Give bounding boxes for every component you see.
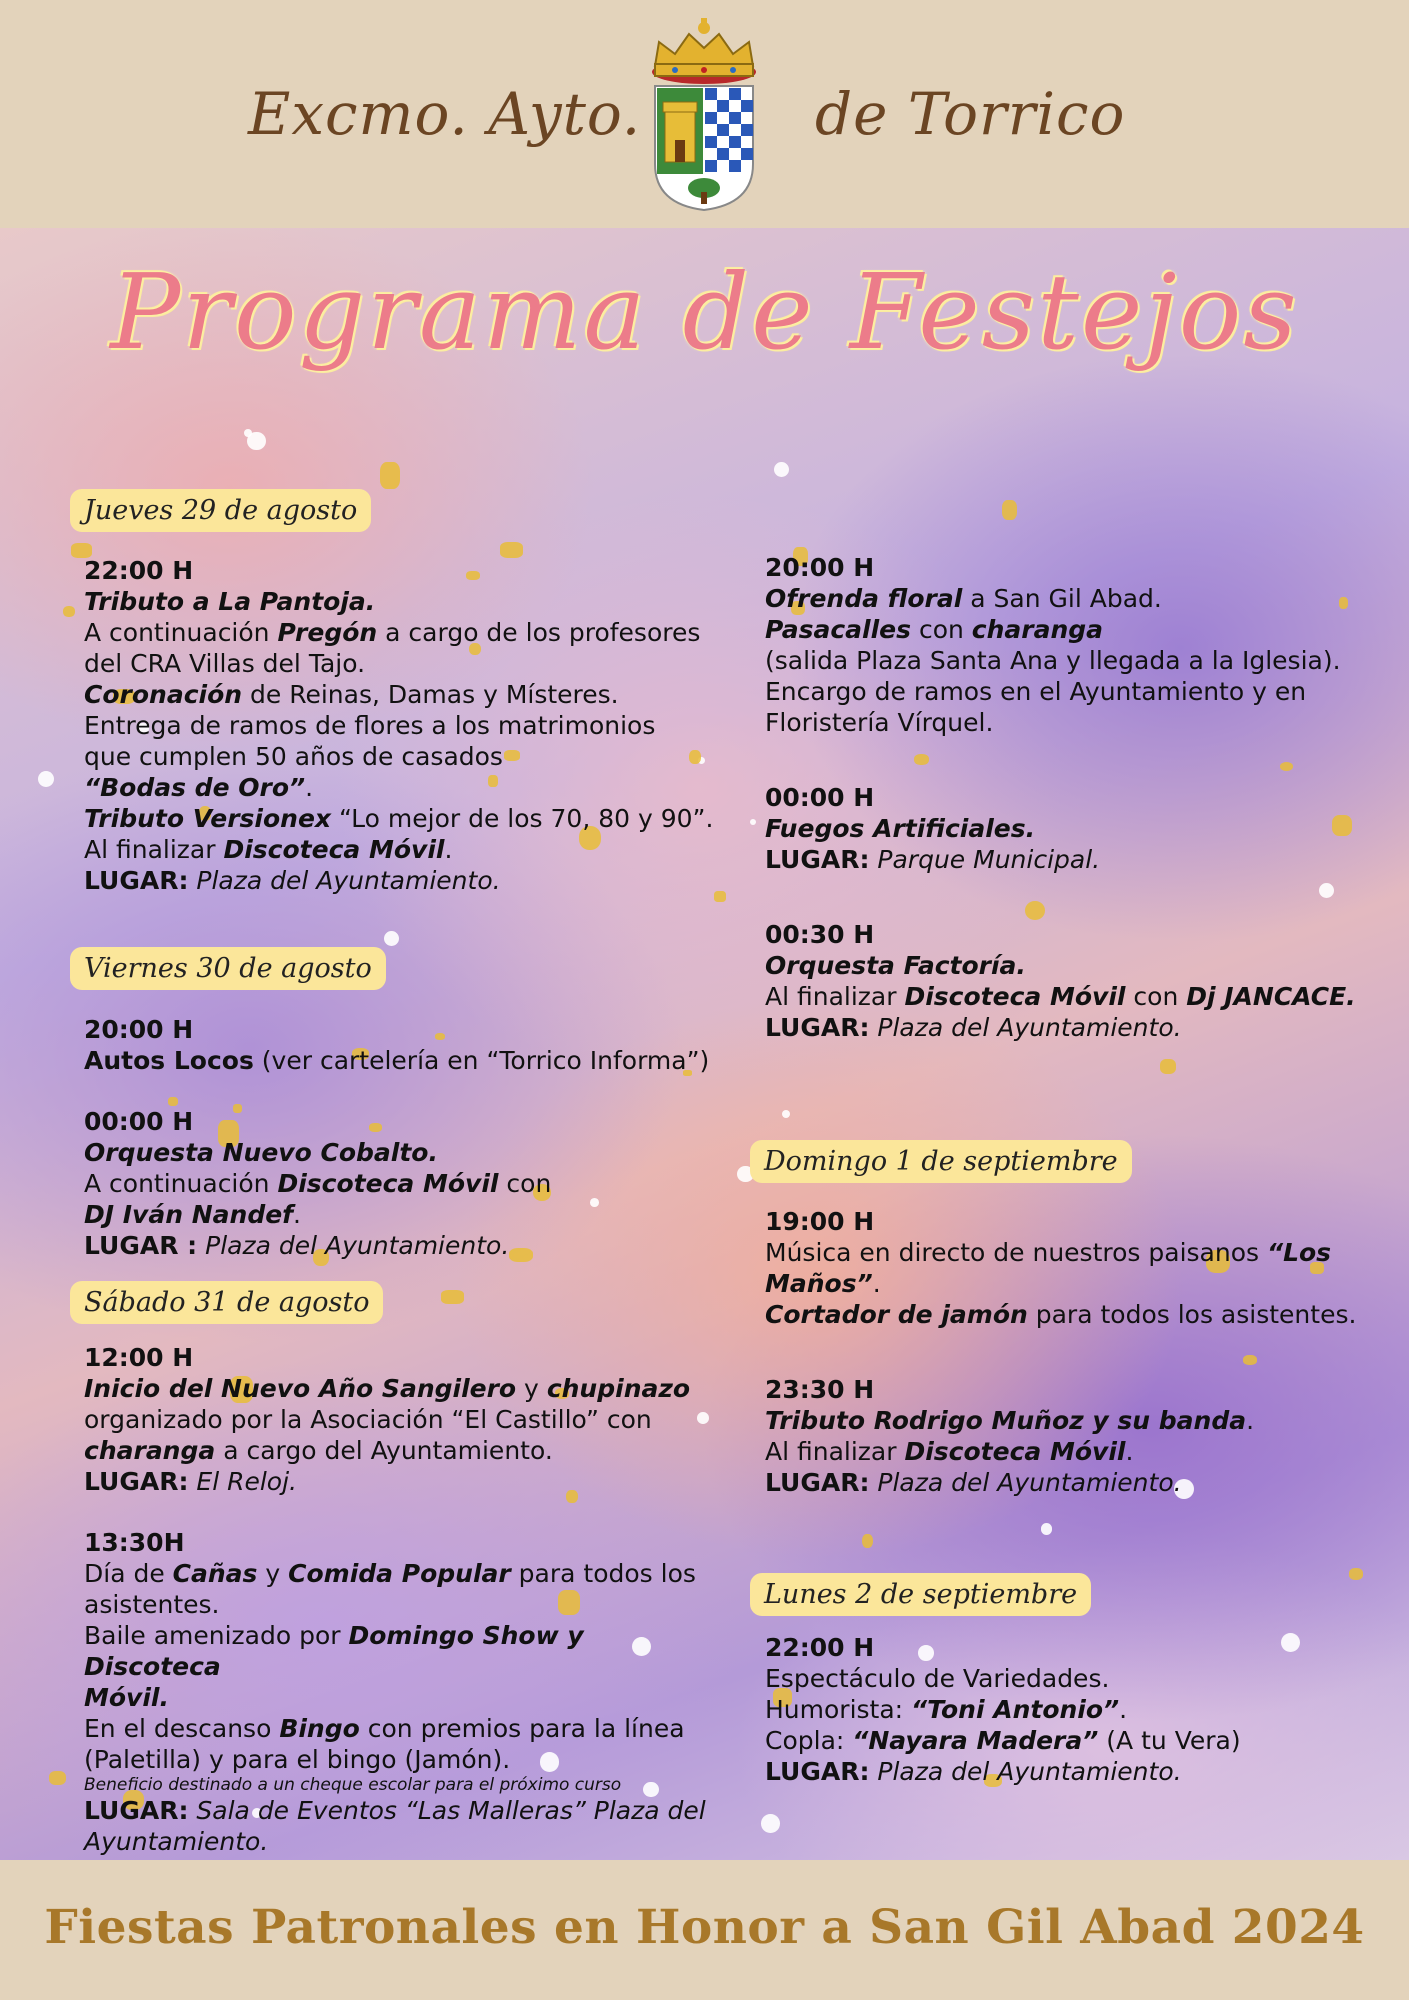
event-line: Copla: “Nayara Madera” (A tu Vera) (765, 1726, 1241, 1755)
day-badge-lunes: Lunes 2 de septiembre (750, 1573, 1091, 1616)
event-line: Música en directo de nuestros paisanos “Los (765, 1238, 1332, 1267)
event-time: 22:00 H (765, 1633, 875, 1662)
event-line: “Bodas de Oro”. (84, 773, 314, 802)
viernes-events (84, 1014, 714, 1261)
gold-speck (1349, 1568, 1363, 1580)
event-time: 00:30 H (765, 920, 875, 949)
event-time: 20:00 H (765, 553, 875, 582)
white-speck (774, 462, 789, 477)
event-line: Cortador de jamón para todos los asistentes. (765, 1300, 1357, 1329)
white-speck (247, 432, 265, 450)
sabado-events (84, 1342, 724, 1857)
gold-speck (380, 462, 401, 489)
event-line: Espectáculo de Variedades. (765, 1664, 1110, 1693)
event-line: Fuegos Artificiales. (765, 814, 1036, 843)
event-location: LUGAR: Parque Municipal. (765, 845, 1101, 874)
event-location: LUGAR: Plaza del Ayuntamiento. (765, 1757, 1182, 1786)
event-line: Autos Locos (ver cartelería en “Torrico Informa”) (84, 1046, 710, 1075)
event-location: LUGAR: Plaza del Ayuntamiento. (765, 1468, 1182, 1497)
gold-speck (441, 1290, 464, 1304)
event-line: A continuación Discoteca Móvil con (84, 1169, 552, 1198)
event-line: asistentes. (84, 1590, 220, 1619)
header (0, 0, 1409, 228)
event-line: organizado por la Asociación “El Castillo” con (84, 1405, 652, 1434)
event-line: (salida Plaza Santa Ana y llegada a la Iglesia). (765, 646, 1341, 675)
event-note: Beneficio destinado a un cheque escolar para el próximo curso (84, 1775, 622, 1795)
event-line: Inicio del Nuevo Año Sangilero y chupinazo (84, 1374, 691, 1403)
program-background (0, 228, 1409, 1860)
event-time: 00:00 H (765, 783, 875, 812)
header-right-text: de Torrico (815, 80, 1126, 148)
event-line: Tributo Versionex “Lo mejor de los 70, 80 y 90”. (84, 804, 714, 833)
event-line: del CRA Villas del Tajo. (84, 649, 366, 678)
day-badge-viernes: Viernes 30 de agosto (70, 947, 386, 990)
event-line: En el descanso Bingo con premios para la línea (84, 1714, 685, 1743)
event-location: LUGAR: Plaza del Ayuntamiento. (765, 1013, 1182, 1042)
event-line: Maños”. (765, 1269, 881, 1298)
event-location: LUGAR: Plaza del Ayuntamiento. (84, 866, 501, 895)
gold-speck (1160, 1059, 1176, 1074)
event-line: Ofrenda floral a San Gil Abad. (765, 584, 1162, 613)
event-line: Al finalizar Discoteca Móvil. (765, 1437, 1134, 1466)
event-line: Baile amenizado por Domingo Show y Discoteca (84, 1621, 584, 1681)
event-time: 19:00 H (765, 1207, 875, 1236)
event-line: Orquesta Factoría. (765, 951, 1026, 980)
event-location: LUGAR: El Reloj. (84, 1467, 297, 1496)
gold-speck (1002, 500, 1017, 520)
jueves-events (84, 555, 714, 896)
event-location: LUGAR: Sala de Eventos “Las Malleras” Plaza del (84, 1796, 706, 1825)
event-line: Al finalizar Discoteca Móvil con Dj JANCACE. (765, 982, 1356, 1011)
event-time: 22:00 H (84, 556, 194, 585)
event-line: Orquesta Nuevo Cobalto. (84, 1138, 438, 1167)
event-line: charanga a cargo del Ayuntamiento. (84, 1436, 553, 1465)
event-line: Tributo Rodrigo Muñoz y su banda. (765, 1406, 1255, 1435)
event-line: Pasacalles con charanga (765, 615, 1104, 644)
event-line: Entrega de ramos de flores a los matrimonios (84, 711, 656, 740)
page-title: Programa de Festejos (110, 251, 1299, 373)
sabado-evening-events (765, 552, 1395, 1043)
gold-speck (714, 891, 726, 902)
white-speck (1041, 1523, 1052, 1534)
white-speck (761, 1814, 780, 1833)
event-line: A continuación Pregón a cargo de los profesores (84, 618, 701, 647)
event-line: Día de Cañas y Comida Popular para todos los (84, 1559, 696, 1588)
event-line: que cumplen 50 años de casados (84, 742, 503, 771)
event-time: 13:30H (84, 1528, 185, 1557)
event-time: 23:30 H (765, 1375, 875, 1404)
gold-speck (63, 606, 75, 617)
header-left-text: Excmo. Ayto. (248, 80, 642, 148)
white-speck (38, 771, 54, 787)
day-badge-sabado: Sábado 31 de agosto (70, 1281, 383, 1324)
event-line: Coronación de Reinas, Damas y Místeres. (84, 680, 619, 709)
day-badge-domingo: Domingo 1 de septiembre (750, 1140, 1132, 1183)
event-line: Al finalizar Discoteca Móvil. (84, 835, 453, 864)
coat-of-arms-icon (645, 14, 763, 214)
event-line: Humorista: “Toni Antonio”. (765, 1695, 1128, 1724)
white-speck (384, 931, 399, 946)
day-badge-jueves: Jueves 29 de agosto (70, 489, 371, 532)
event-time: 12:00 H (84, 1343, 194, 1372)
event-time: 20:00 H (84, 1015, 194, 1044)
event-location-cont: Ayuntamiento. (84, 1827, 269, 1856)
event-line: DJ Iván Nandef. (84, 1200, 301, 1229)
footer (0, 1860, 1409, 2000)
footer-title: Fiestas Patronales en Honor a San Gil Abad 2024 (44, 1900, 1365, 1955)
event-line: Móvil. (84, 1683, 169, 1712)
white-speck (782, 1110, 790, 1118)
domingo-events (765, 1206, 1395, 1498)
gold-speck (49, 1771, 65, 1785)
event-time: 00:00 H (84, 1107, 194, 1136)
event-location: LUGAR : Plaza del Ayuntamiento. (84, 1231, 510, 1260)
event-line: Tributo a La Pantoja. (84, 587, 376, 616)
event-line: (Paletilla) y para el bingo (Jamón). (84, 1745, 511, 1774)
white-speck (750, 819, 756, 825)
lunes-events (765, 1632, 1395, 1787)
event-line: Floristería Vírquel. (765, 708, 994, 737)
gold-speck (862, 1534, 873, 1548)
event-line: Encargo de ramos en el Ayuntamiento y en (765, 677, 1307, 706)
